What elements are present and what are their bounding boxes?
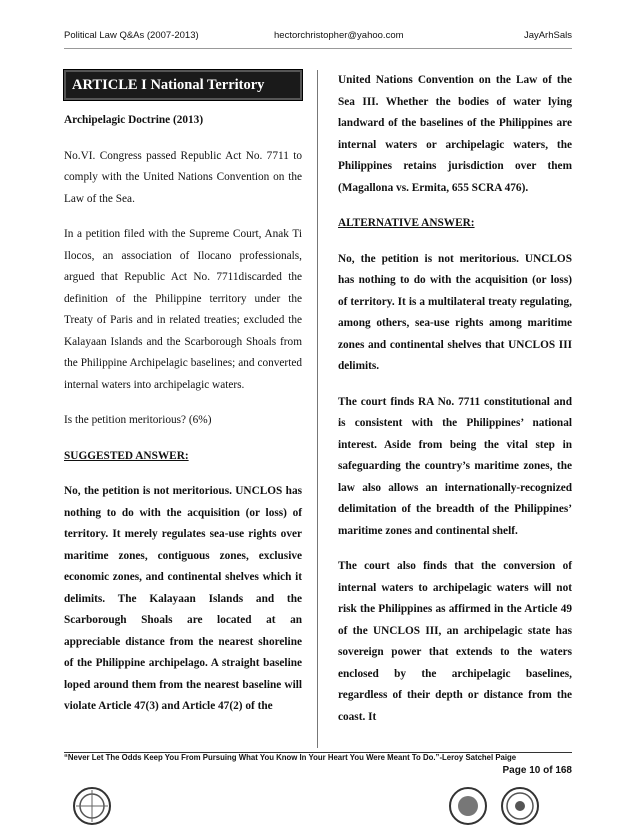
court-finding-1: The court finds RA No. 7711 constitutional and is consistent with the Philippines’ national interest. Aside from being the vital step in safeguarding the country’s maritime zones, the law also allows an internationally-recognized delimitation of the breadth of the Philippines’ maritime zones and continental shelf. [338,395,572,537]
header-rule [64,48,572,49]
alternative-answer-label: ALTERNATIVE ANSWER: [338,217,475,229]
header-email: hectorchristopher@yahoo.com [274,30,404,41]
suggested-answer-label: SUGGESTED ANSWER: [64,449,189,462]
alternative-answer-text: No, the petition is not meritorious. UNCLOS has nothing to do with the acquisition (or loss) of territory. It is a multilateral treaty regulating, among others, sea-use rights among maritime zones and continental shelves that UNCLOS III delimits. [338,252,572,372]
section-subheading: Archipelagic Doctrine (2013) [64,114,204,126]
question-facts: In a petition filed with the Supreme Court, Anak Ti Ilocos, an association of Ilocano professionals, argued that Republic Act No. 7711discarded the definition of the Philippine territory under the Treaty of Paris and in related treaties; excluded the Kalayaan Islands and the Scarborough Shoals from the Philippine Archipelagic baselines; and converted internal waters into archipelagic waters. [64,228,302,391]
right-column [338,70,572,728]
header-author: JayArhSals [523,30,572,41]
right-seal-icon-1 [448,786,488,826]
article-title: ARTICLE I National Territory [64,70,302,100]
left-column [64,70,302,718]
page-number: Page 10 of 168 [502,765,572,776]
court-finding-2: The court also finds that the conversion of internal waters to archipelagic waters will not risk the Philippines as affirmed in the Article 49 of the UNCLOS III, an archipelagic state has sovereign power that extends to the waters enclosed by the archipelagic baselines, regardless of their depth or distance from the coast. It [338,560,572,723]
answer-continuation: United Nations Convention on the Law of the Sea III. Whether the bodies of water lying landward of the baselines of the Philippines are internal waters or archipelagic waters, the Philippines retains jurisdiction over them (Magallona vs. Ermita, 655 SCRA 476). [338,74,572,194]
footer-quote: “Never Let The Odds Keep You From Pursuing What You Know In Your Heart You Were Meant To Do.”-Leroy Satchel Paige [64,753,517,762]
right-seal-icon-2 [500,786,540,826]
page-header [64,30,572,46]
question-intro: No.VI. Congress passed Republic Act No. 7711 to comply with the United Nations Convention on the Law of the Sea. [64,149,302,205]
column-divider [317,70,318,748]
question-text: Is the petition meritorious? (6%) [64,414,212,426]
header-title: Political Law Q&As (2007-2013) [64,30,199,41]
suggested-answer-text: No, the petition is not meritorious. UNCLOS has nothing to do with the acquisition (or loss) of territory. It merely regulates sea-use rights over maritime zones, contiguous zones, exclusive economic zones, and continental shelves which it delimits. The Kalayaan Islands and the Scarborough Shoals are located at an appreciable distance from the nearest shoreline of the Philippine archipelago. A straight baseline loped around them from the nearest baseline will violate Article 47(3) and Article 47(2) of the [64,485,302,712]
left-seal-icon [72,786,112,826]
